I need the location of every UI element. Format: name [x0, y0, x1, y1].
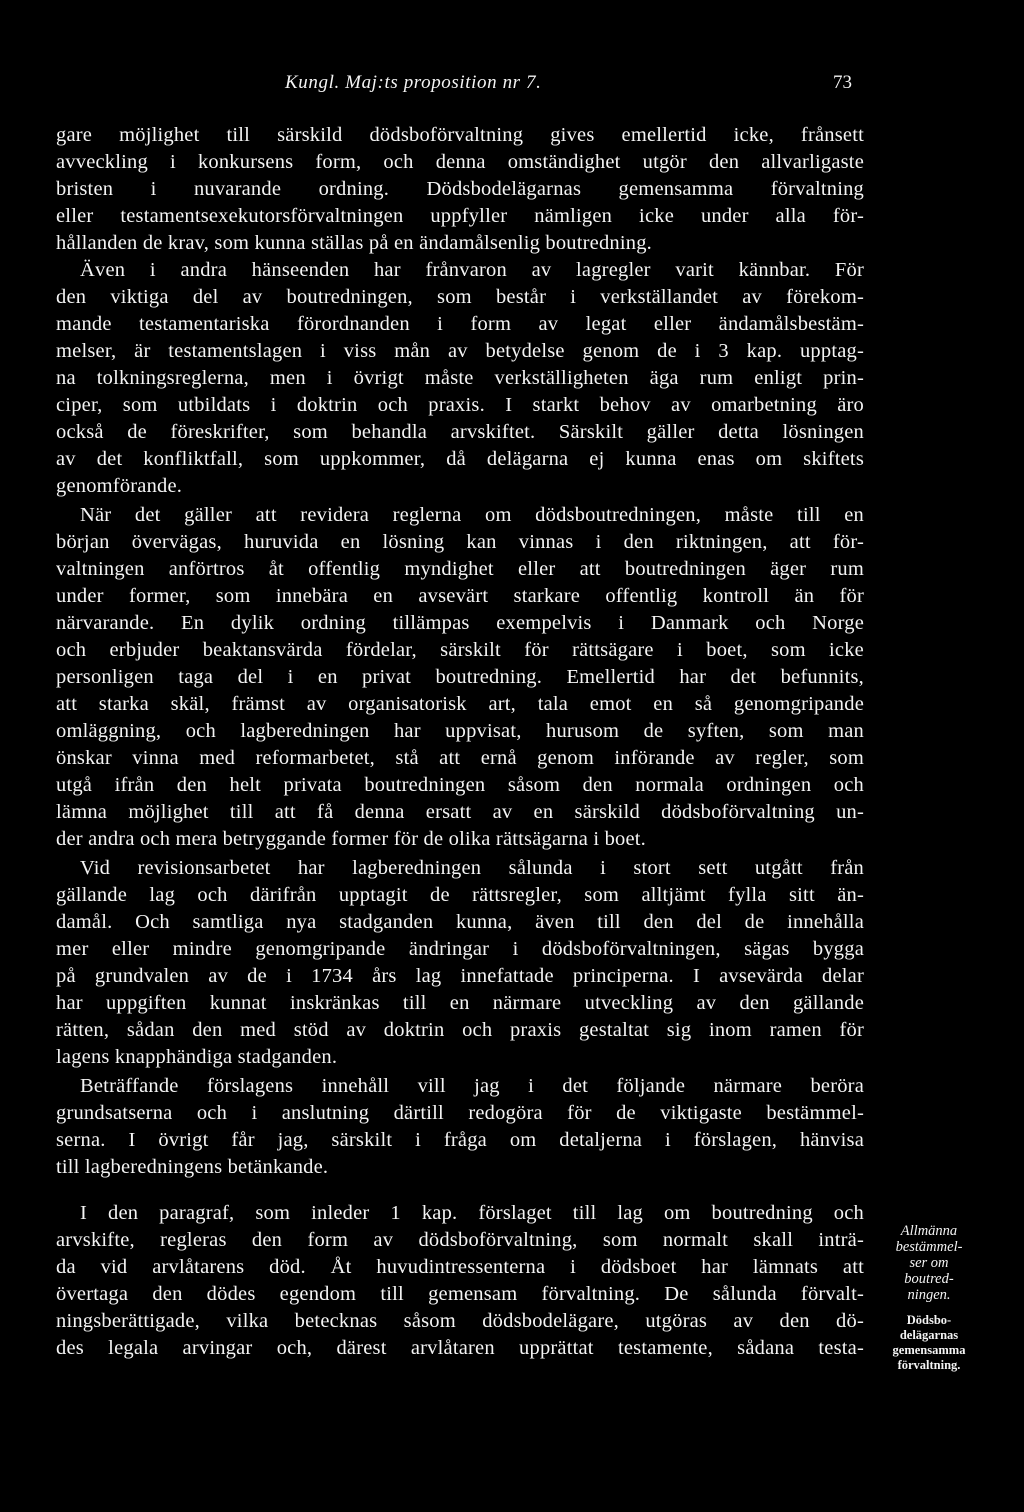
margin-note-line: bestämmel-: [895, 1239, 963, 1255]
text-line: mer eller mindre genomgripande ändringar i dödsboförvaltningen, sägas bygga: [56, 938, 864, 960]
margin-note-line: Dödsbo-: [906, 1313, 952, 1327]
text-line: da vid arvlåtarens död. Åt huvudintressenterna i dödsboet har lämnats att: [56, 1256, 864, 1278]
text-line: Vid revisionsarbetet har lagberedningen sålunda i stort sett utgått från: [80, 857, 864, 879]
text-line: önskar vinna med reformarbetet, stå att ernå genom införande av regler, som: [56, 747, 864, 769]
text-line: valtningen anförtros åt offentlig myndighet eller att boutredningen äger rum: [56, 558, 864, 580]
text-line: Även i andra hänseenden har frånvaron av lagregler varit kännbar. För: [80, 259, 864, 281]
text-line: att starka skäl, främst av organisatorisk art, tala emot en så genomgripande: [56, 693, 864, 715]
text-line: närvarande. En dylik ordning tillämpas exempelvis i Danmark och Norge: [56, 612, 864, 634]
text-line: den viktiga del av boutredningen, som består i verkställandet av förekom-: [56, 286, 864, 308]
margin-note-line: gemensamma: [892, 1343, 966, 1357]
text-line: gare möjlighet till särskild dödsboförvaltning gives emellertid icke, frånsett: [56, 124, 864, 146]
text-line: omläggning, och lagberedningen har uppvisat, hurusom de syften, som man: [56, 720, 864, 742]
text-line: på grundvalen av de i 1734 års lag innefattade principerna. I avsevärda delar: [56, 965, 864, 987]
text-line: Beträffande förslagens innehåll vill jag i det följande närmare beröra: [80, 1075, 864, 1097]
text-line: rätten, sådan den med stöd av doktrin och praxis gestaltat sig inom ramen för: [56, 1019, 864, 1041]
margin-note-line: delägarnas: [899, 1328, 959, 1342]
running-header: [0, 72, 1024, 102]
margin-note-line: Allmänna: [900, 1223, 958, 1239]
text-line: der andra och mera betryggande former för de olika rättsägarna i boet.: [56, 828, 647, 850]
text-line: serna. I övrigt får jag, särskilt i fråga om detaljerna i förslagen, hänvisa: [56, 1129, 864, 1151]
text-line: början övervägas, huruvida en lösning kan vinnas i den riktningen, att för-: [56, 531, 864, 553]
text-line: na tolkningsreglerna, men i övrigt måste verkställigheten äga rum enligt prin-: [56, 367, 864, 389]
text-line: mande testamentariska förordnanden i form av legat eller ändamålsbestäm-: [56, 313, 864, 335]
text-line: utgå ifrån den helt privata boutredningen såsom den normala ordningen och: [56, 774, 864, 796]
text-line: under former, som innebära en avsevärt starkare offentlig kontroll än för: [56, 585, 864, 607]
text-line: lämna möjlighet till att få denna ersatt av en särskild dödsboförvaltning un-: [56, 801, 864, 823]
text-line: När det gäller att revidera reglerna om dödsboutredningen, måste till en: [80, 504, 864, 526]
text-line: av det konfliktfall, som uppkommer, då delägarna ej kunna enas om skiftets: [56, 448, 864, 470]
text-line: har uppgiften kunnat inskränkas till en närmare utveckling av den gällande: [56, 992, 864, 1014]
text-line: arvskifte, regleras den form av dödsboförvaltning, som normalt skall inträ-: [56, 1229, 864, 1251]
text-line: I den paragraf, som inleder 1 kap. förslaget till lag om boutredning och: [80, 1202, 864, 1224]
margin-note-line: ser om: [909, 1255, 949, 1271]
text-line: melser, är testamentslagen i viss mån av betydelse genom de i 3 kap. upptag-: [56, 340, 864, 362]
text-line: gällande lag och därifrån upptagit de rättsregler, som alltjämt fylla sitt än-: [56, 884, 864, 906]
text-line: lagens knapphändiga stadganden.: [56, 1046, 338, 1068]
text-line: grundsatserna och i anslutning därtill redogöra för de viktigaste bestämmel-: [56, 1102, 864, 1124]
text-line: bristen i nuvarande ordning. Dödsbodelägarnas gemensamma förvaltning: [56, 178, 864, 200]
text-line: des legala arvingar och, därest arvlåtaren upprättat testamente, sådana testa-: [56, 1337, 864, 1359]
text-line: också de föreskrifter, som behandla arvskiftet. Särskilt gäller detta lösningen: [56, 421, 864, 443]
text-line: damål. Och samtliga nya stadganden kunna, även till den del de innehålla: [56, 911, 864, 933]
running-title: Kungl. Maj:ts proposition nr 7.: [285, 72, 542, 93]
text-line: till lagberedningens betänkande.: [56, 1156, 329, 1178]
margin-note-line: boutred-: [904, 1271, 954, 1287]
margin-note: [870, 1223, 988, 1373]
text-line: ningsberättigade, vilka betecknas såsom dödsbodelägare, utgöras av den dö-: [56, 1310, 864, 1332]
text-line: personligen taga del i en privat boutredning. Emellertid har det befunnits,: [56, 666, 864, 688]
page-number: 73: [833, 72, 852, 93]
text-line: övertaga den dödes egendom till gemensam förvaltning. De sålunda förvalt-: [56, 1283, 864, 1305]
text-line: genomförande.: [56, 475, 183, 497]
text-line: eller testamentsexekutorsförvaltningen uppfyller nämligen icke under alla för-: [56, 205, 864, 227]
text-line: och erbjuder beaktansvärda fördelar, särskilt för rättsägare i boet, som icke: [56, 639, 864, 661]
text-line: hållanden de krav, som kunna ställas på en ändamålsenlig boutredning.: [56, 232, 652, 254]
text-line: ciper, som utbildats i doktrin och praxis. I starkt behov av omarbetning äro: [56, 394, 864, 416]
text-line: avveckling i konkursens form, och denna omständighet utgör den allvarligaste: [56, 151, 864, 173]
margin-note-line: ningen.: [907, 1287, 951, 1303]
margin-note-line: förvaltning.: [897, 1358, 961, 1372]
